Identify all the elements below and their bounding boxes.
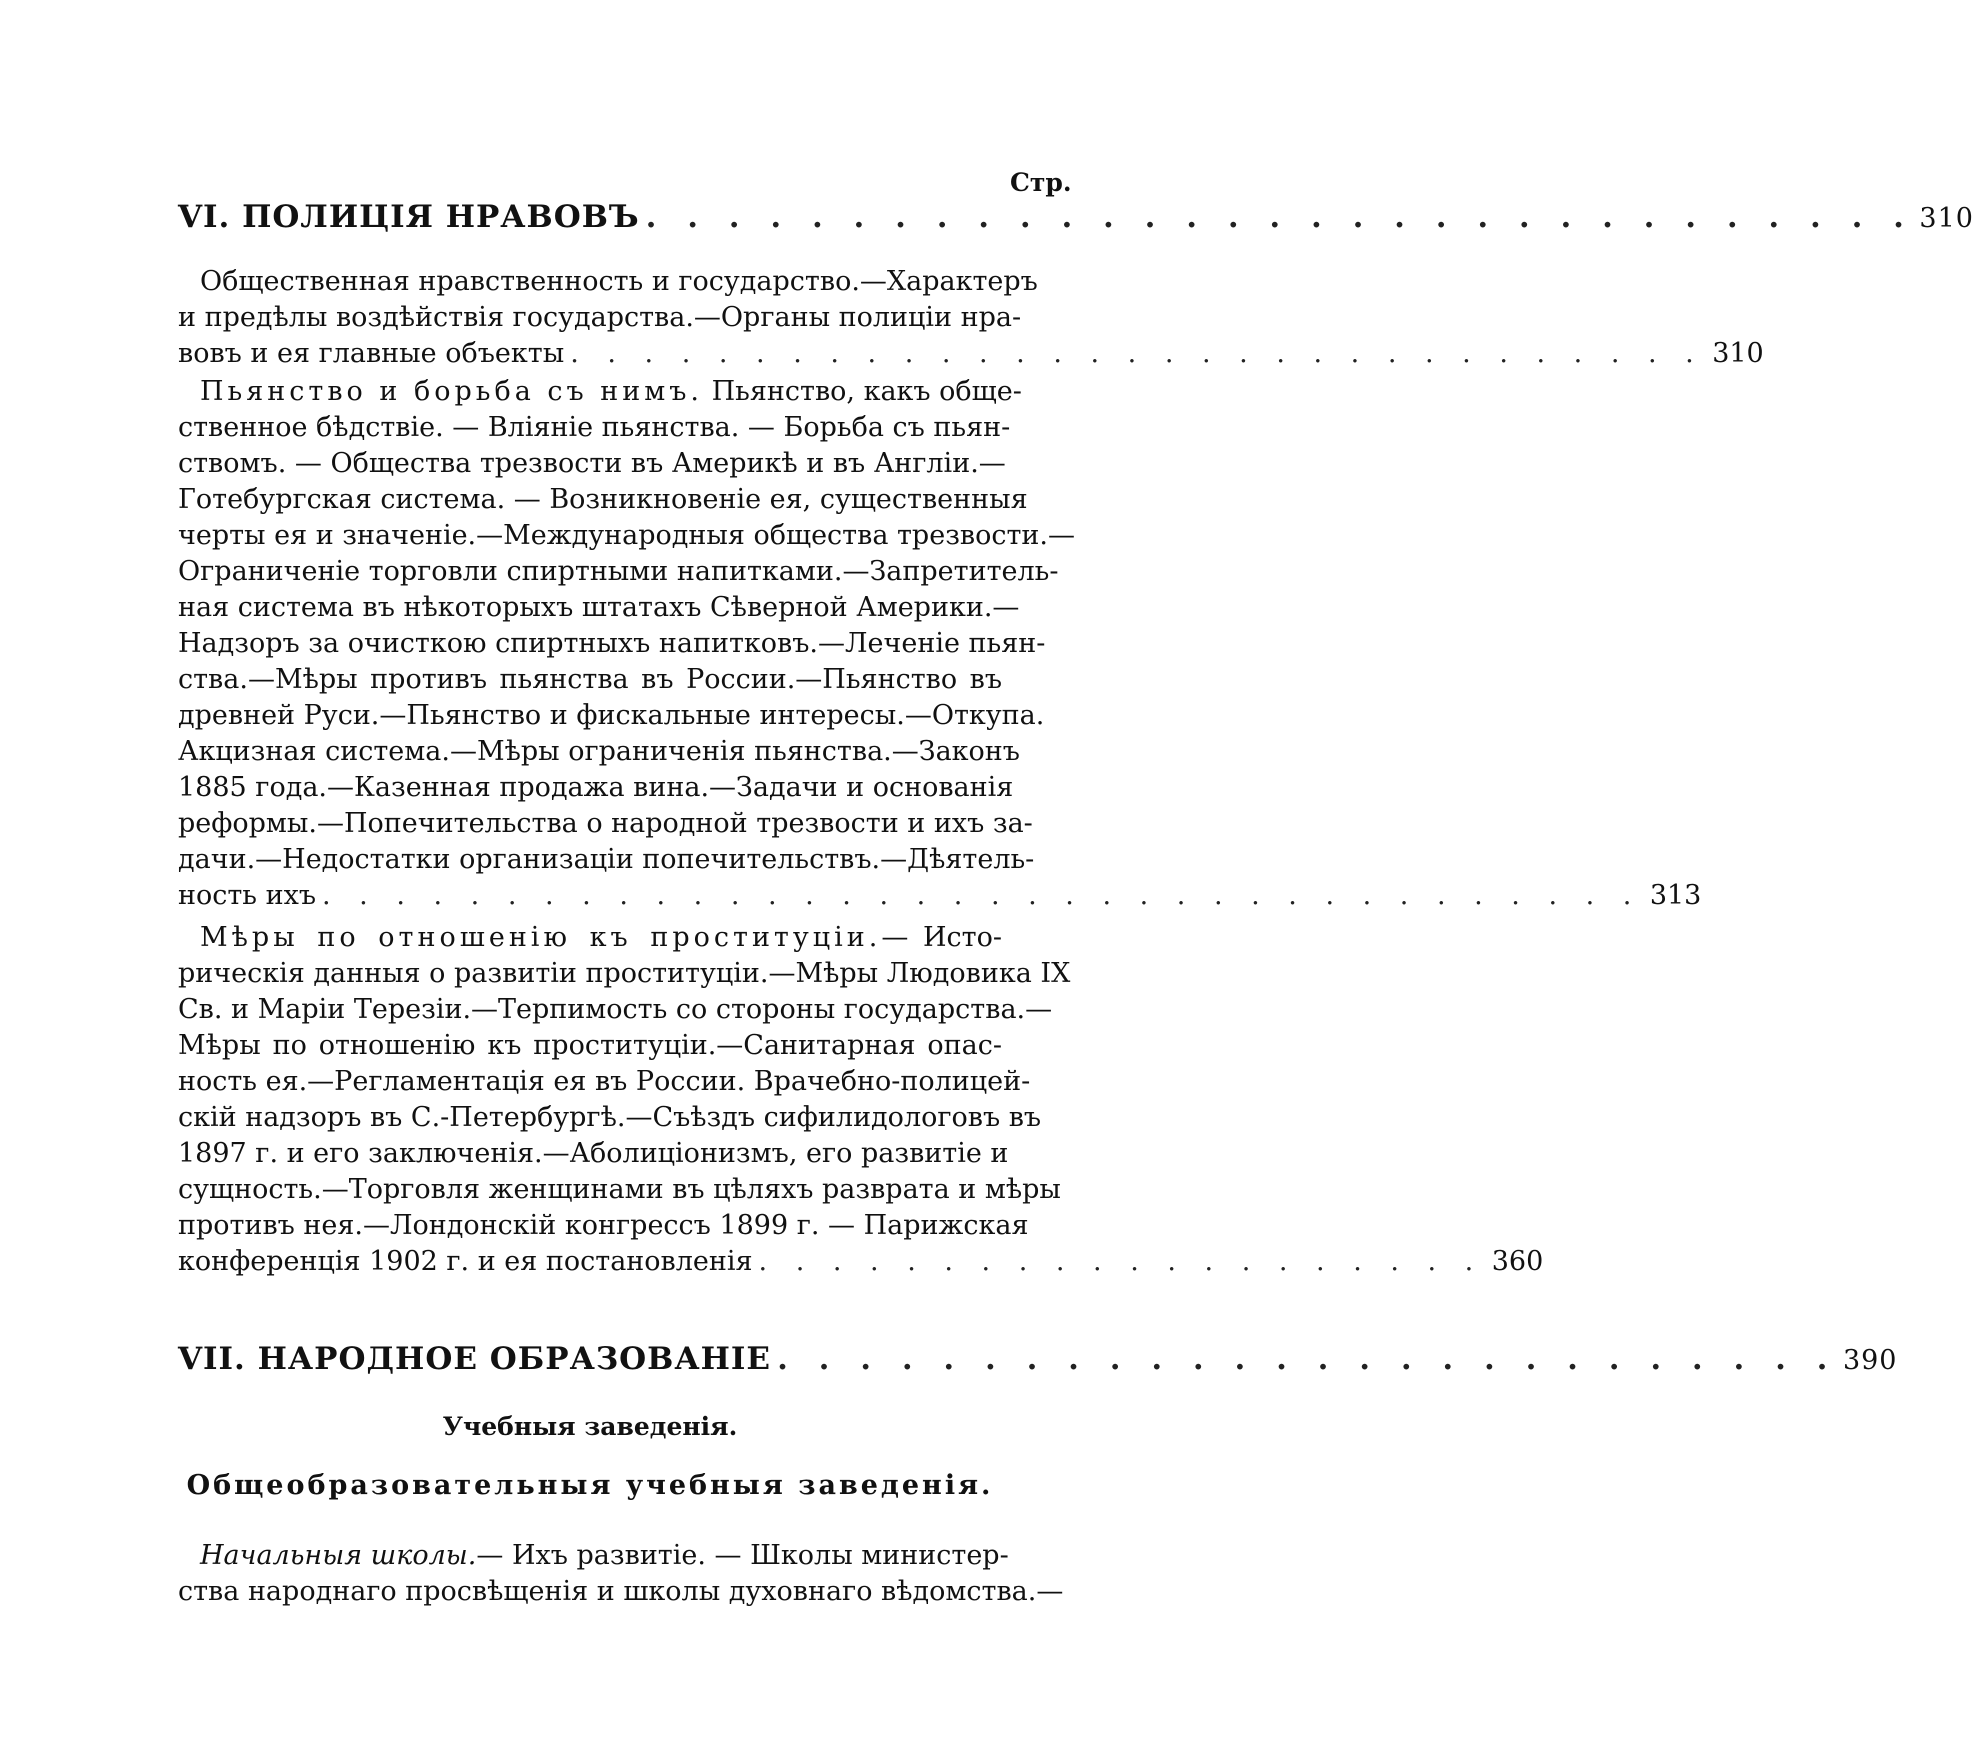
text-line: 1885 года.—Казенная продажа вина.—Задачи и основанія: [178, 772, 1014, 803]
text-line: [178, 1538, 1009, 1574]
text-line: и предѣлы воздѣйствія государства.—Органы полиціи нра-: [178, 302, 1022, 333]
text-line: ства народнаго просвѣщенія и школы духовнаго вѣдомства.—: [178, 1576, 1064, 1607]
text-line: сущность.—Торговля женщинами въ цѣляхъ разврата и мѣры: [178, 1174, 1061, 1205]
section-6-entry-2: [178, 374, 1702, 914]
text-line: ность ихъ: [178, 880, 316, 911]
entry-lead-rest: — Ихъ развитіе. — Школы министер-: [476, 1540, 1009, 1571]
subsubheading-block: [178, 1470, 1070, 1501]
text-line: [178, 920, 1002, 956]
entry-lead-rest: — Исто-: [881, 922, 1002, 953]
section-6-heading: [178, 196, 1974, 238]
leader-dots: . . . . . . . . . . . . . . . . . . . . . . . . . .: [777, 1341, 1838, 1377]
text-line: вовъ и ея главные объекты: [178, 338, 565, 369]
section-7-page: 390: [1842, 1345, 1898, 1376]
entry-page: 313: [1649, 880, 1702, 911]
text-line: скій надзоръ въ С.-Петербургѣ.—Съѣздъ сифилидологовъ въ: [178, 1102, 1042, 1133]
text-line: Мѣры по отношенію къ проституціи.—Санитарная опас-: [178, 1030, 1002, 1061]
leader-dots: . . . . . . . . . . . . . . . . . . . .: [758, 1246, 1484, 1277]
text-line: ность ея.—Регламентація ея въ России. Врачебно-полицей-: [178, 1066, 1031, 1097]
text-line: Готебургская система. — Возникновеніе ея, существенныя: [178, 484, 1028, 515]
text-line: ственное бѣдствіе. — Вліяніе пьянства. — Борьба съ пьян-: [178, 412, 1011, 443]
section-6-page: 310: [1919, 203, 1974, 234]
text-line: рическія данныя о развитіи проституціи.—Мѣры Людовика IX: [178, 958, 1071, 989]
text-line: ствомъ. — Общества трезвости въ Америкѣ и въ Англіи.—: [178, 448, 1006, 479]
text-line: реформы.—Попечительства о народной трезвости и ихъ за-: [178, 808, 1033, 839]
entry-lead: Пьянство и борьба съ нимъ.: [200, 376, 704, 407]
section-7-title: VII. НАРОДНОЕ ОБРАЗОВАНІЕ: [178, 1341, 772, 1377]
section-6-entry-3: [178, 920, 1544, 1280]
entry-page: 310: [1712, 338, 1764, 369]
leader-dots: . . . . . . . . . . . . . . . . . . . . . . . . . . . . . . .: [570, 338, 1704, 369]
text-line: Надзоръ за очисткою спиртныхъ напитковъ.—Леченіе пьян-: [178, 628, 1046, 659]
section-7-entry-1: [178, 1538, 1070, 1610]
entry-lead: Начальныя школы.: [200, 1540, 477, 1571]
text-line: древней Руси.—Пьянство и фискальные интересы.—Откупа.: [178, 700, 1045, 731]
entry-lead-rest: Пьянство, какъ обще-: [711, 376, 1022, 407]
text-line: Акцизная система.—Мѣры ограниченія пьянства.—Законъ: [178, 736, 1020, 767]
leader-dots: . . . . . . . . . . . . . . . . . . . . . . . . . . . . . . .: [645, 199, 1914, 235]
text-line: Св. и Маріи Терезіи.—Терпимость со стороны государства.—: [178, 994, 1053, 1025]
section-6-entry-1: [178, 264, 1764, 372]
entry-page: 360: [1491, 1246, 1544, 1277]
page-column-label: Стр.: [1010, 168, 1072, 197]
entry-lead: Мѣры по отношенію къ проституціи.: [200, 922, 882, 953]
text-line: конференція 1902 г. и ея постановленія: [178, 1246, 753, 1277]
text-line: черты ея и значеніе.—Международныя общества трезвости.—: [178, 520, 1076, 551]
text-line: противъ нея.—Лондонскій конгрессъ 1899 г. — Парижская: [178, 1210, 1029, 1241]
text-line: ства.—Мѣры противъ пьянства въ России.—Пьянство въ: [178, 664, 1002, 695]
subheading-block: [178, 1412, 1070, 1441]
text-line: 1897 г. и его заключенія.—Аболиціонизмъ, его развитіе и: [178, 1138, 1009, 1169]
section-7-heading: [178, 1338, 1898, 1380]
text-line: Ограниченіе торговли спиртными напитками.—Запретитель-: [178, 556, 1059, 587]
text-line: Общественная нравственность и государство.—Характеръ: [200, 266, 1038, 297]
section-6-title: VI. ПОЛИЦІЯ НРАВОВЪ: [178, 199, 640, 235]
text-line: ная система въ нѣкоторыхъ штатахъ Сѣверной Америки.—: [178, 592, 1020, 623]
subheading: Учебныя заведенія.: [442, 1412, 738, 1441]
text-line: дачи.—Недостатки организаціи попечительствъ.—Дѣятель-: [178, 844, 1035, 875]
text-line: [178, 374, 1022, 410]
leader-dots: . . . . . . . . . . . . . . . . . . . . . . . . . . . . . . . . . . . .: [322, 880, 1642, 911]
subsubheading: Общеобразовательныя учебныя заведенія.: [186, 1470, 994, 1501]
